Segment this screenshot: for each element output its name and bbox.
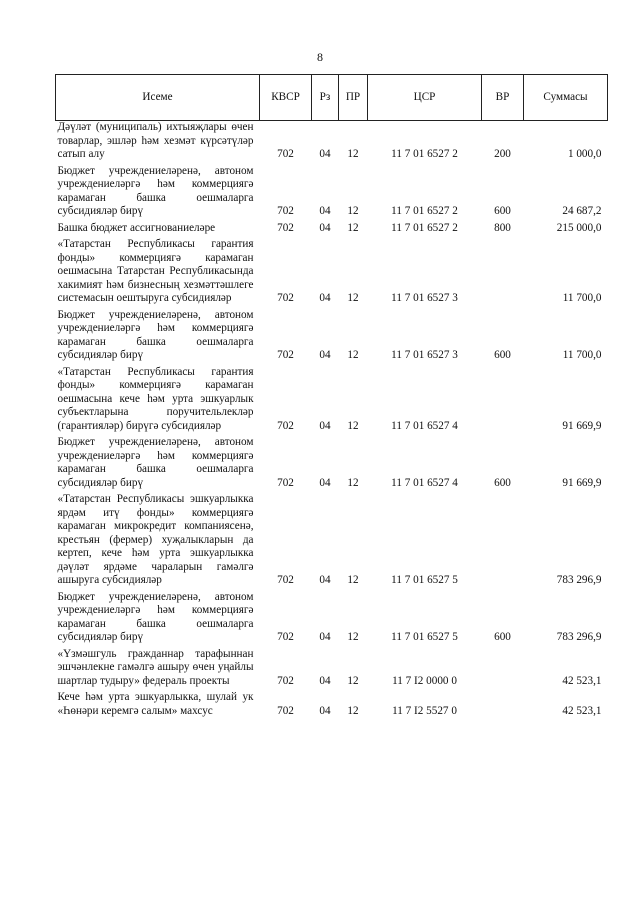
cell-vr: 200 — [494, 148, 511, 160]
cell-sum: 11 700,0 — [562, 349, 602, 361]
cell-pr: 12 — [347, 476, 359, 489]
cell-rz: 04 — [319, 674, 331, 687]
header-csr: ЦСР — [368, 75, 482, 121]
table-header-row — [56, 75, 608, 121]
cell-vr — [482, 691, 524, 721]
header-kvsr: КВСР — [260, 75, 312, 121]
cell-kvsr: 702 — [277, 349, 294, 361]
header-rz: Рз — [312, 75, 339, 121]
cell-vr: 600 — [494, 205, 511, 217]
cell-kvsr: 702 — [277, 148, 294, 160]
table-row — [56, 121, 608, 165]
cell-kvsr: 702 — [277, 476, 294, 489]
cell-kvsr: 702 — [277, 574, 294, 586]
cell-csr: 11 7 01 6527 2 — [391, 205, 458, 217]
table-row — [56, 648, 608, 692]
cell-kvsr: 702 — [277, 292, 294, 304]
cell-kvsr: 702 — [277, 674, 294, 687]
cell-name: Бюджет учреждениеләренә, автоном учреждениеләргә һәм коммерциягә карамаган башка оешмаларга субсидияләр бирү — [57, 590, 254, 643]
table-row — [56, 493, 608, 591]
cell-pr: 12 — [347, 205, 359, 217]
cell-name: «Үзмәшгуль гражданнар тарафыннан эшчәнлекне гамәлгә ашыру өчен уңайлы шартлар тудыру» федераль проекты — [57, 647, 254, 687]
cell-pr: 12 — [347, 148, 359, 160]
header-vr: ВР — [482, 75, 524, 121]
cell-rz: 04 — [319, 205, 331, 217]
cell-pr: 12 — [347, 419, 359, 432]
cell-sum: 42 523,1 — [562, 674, 602, 687]
table-body — [56, 121, 608, 722]
table-row — [56, 309, 608, 366]
cell-vr — [482, 238, 524, 309]
cell-sum: 783 296,9 — [556, 574, 602, 586]
cell-sum: 42 523,1 — [562, 704, 602, 717]
cell-sum: 11 700,0 — [562, 292, 602, 304]
cell-csr: 11 7 01 6527 4 — [391, 419, 458, 432]
cell-rz: 04 — [319, 148, 331, 160]
cell-sum: 1 000,0 — [567, 148, 602, 160]
cell-rz: 04 — [319, 704, 331, 717]
cell-pr: 12 — [347, 631, 359, 643]
cell-csr: 11 7 I2 0000 0 — [392, 674, 457, 687]
cell-csr: 11 7 01 6527 5 — [391, 574, 458, 586]
header-sum: Суммасы — [524, 75, 608, 121]
budget-table — [55, 74, 608, 721]
table-row — [56, 238, 608, 309]
cell-csr: 11 7 01 6527 4 — [391, 476, 458, 489]
header-name: Исеме — [56, 75, 260, 121]
cell-vr: 600 — [494, 349, 511, 361]
cell-rz: 04 — [319, 476, 331, 489]
table-row — [56, 691, 608, 721]
cell-kvsr: 702 — [277, 631, 294, 643]
table-row — [56, 366, 608, 437]
header-pr: ПР — [339, 75, 368, 121]
cell-vr: 600 — [494, 631, 511, 643]
cell-rz: 04 — [319, 419, 331, 432]
cell-sum: 215 000,0 — [556, 221, 602, 234]
cell-name: Бюджет учреждениеләренә, автоном учреждениеләргә һәм коммерциягә карамаган башка оешмаларга субсидияләр бирү — [57, 308, 254, 361]
table-row — [56, 436, 608, 493]
cell-vr: 600 — [494, 476, 511, 489]
cell-pr: 12 — [347, 704, 359, 717]
cell-sum: 24 687,2 — [562, 205, 602, 217]
cell-kvsr: 702 — [277, 704, 294, 717]
cell-pr: 12 — [347, 221, 359, 234]
cell-vr: 800 — [494, 221, 511, 234]
cell-vr — [482, 493, 524, 591]
cell-name: Башка бюджет ассигнованиеләре — [57, 221, 216, 234]
cell-rz: 04 — [319, 631, 331, 643]
cell-kvsr: 702 — [277, 419, 294, 432]
page-number: 8 — [317, 50, 323, 64]
cell-csr: 11 7 01 6527 2 — [391, 148, 458, 160]
cell-name: Дәүләт (муниципаль) ихтыяҗлары өчен товарлар, эшләр һәм хезмәт күрсәтүләр сатып алу — [57, 121, 254, 160]
cell-vr — [482, 648, 524, 692]
cell-vr — [482, 366, 524, 437]
cell-name: «Татарстан Республикасы гарантия фонды» коммерциягә карамаган оешмасына кече һәм урта эшкуарлык субъектларына поручительлекләр (гарантияләр) бирүгә субсидияләр — [57, 365, 254, 432]
cell-csr: 11 7 01 6527 5 — [391, 631, 458, 643]
cell-pr: 12 — [347, 574, 359, 586]
cell-sum: 91 669,9 — [562, 419, 602, 432]
cell-csr: 11 7 I2 5527 0 — [392, 704, 457, 717]
table-row — [56, 165, 608, 222]
cell-name: Бюджет учреждениеләренә, автоном учреждениеләргә һәм коммерциягә карамаган башка оешмаларга субсидияләр бирү — [57, 164, 254, 217]
table-row — [56, 222, 608, 239]
cell-name: «Татарстан Республикасы эшкуарлыкка ярдәм итү фонды» коммерциягә карамаган микрокредит компаниясенә, крестьян (фермер) хуҗалыкларын да кертеп, кече һәм урта эшкуарлыкка дәүләт ярдәме чараларын гамәлгә ашыруга субсидияләр — [57, 493, 254, 586]
cell-name: Кече һәм урта эшкуарлыкка, шулай ук «Һөнәри керемгә салым» махсус — [57, 691, 254, 717]
cell-kvsr: 702 — [277, 205, 294, 217]
cell-pr: 12 — [347, 292, 359, 304]
cell-csr: 11 7 01 6527 3 — [391, 349, 458, 361]
cell-csr: 11 7 01 6527 3 — [391, 292, 458, 304]
cell-rz: 04 — [319, 574, 331, 586]
cell-rz: 04 — [319, 221, 331, 234]
cell-name: «Татарстан Республикасы гарантия фонды» коммерциягә карамаган оешмасына Татарстан Республикасында хакимият һәм бизнесның хезмәттәшлеге системасын оештыруга субсидияләр — [57, 238, 254, 304]
cell-csr: 11 7 01 6527 2 — [391, 221, 458, 234]
cell-pr: 12 — [347, 349, 359, 361]
cell-rz: 04 — [319, 292, 331, 304]
cell-sum: 783 296,9 — [556, 631, 602, 643]
cell-kvsr: 702 — [277, 221, 294, 234]
cell-pr: 12 — [347, 674, 359, 687]
cell-sum: 91 669,9 — [562, 476, 602, 489]
cell-name: Бюджет учреждениеләренә, автоном учреждениеләргә һәм коммерциягә карамаган башка оешмаларга субсидияләр бирү — [57, 436, 254, 489]
cell-rz: 04 — [319, 349, 331, 361]
table-row — [56, 591, 608, 648]
